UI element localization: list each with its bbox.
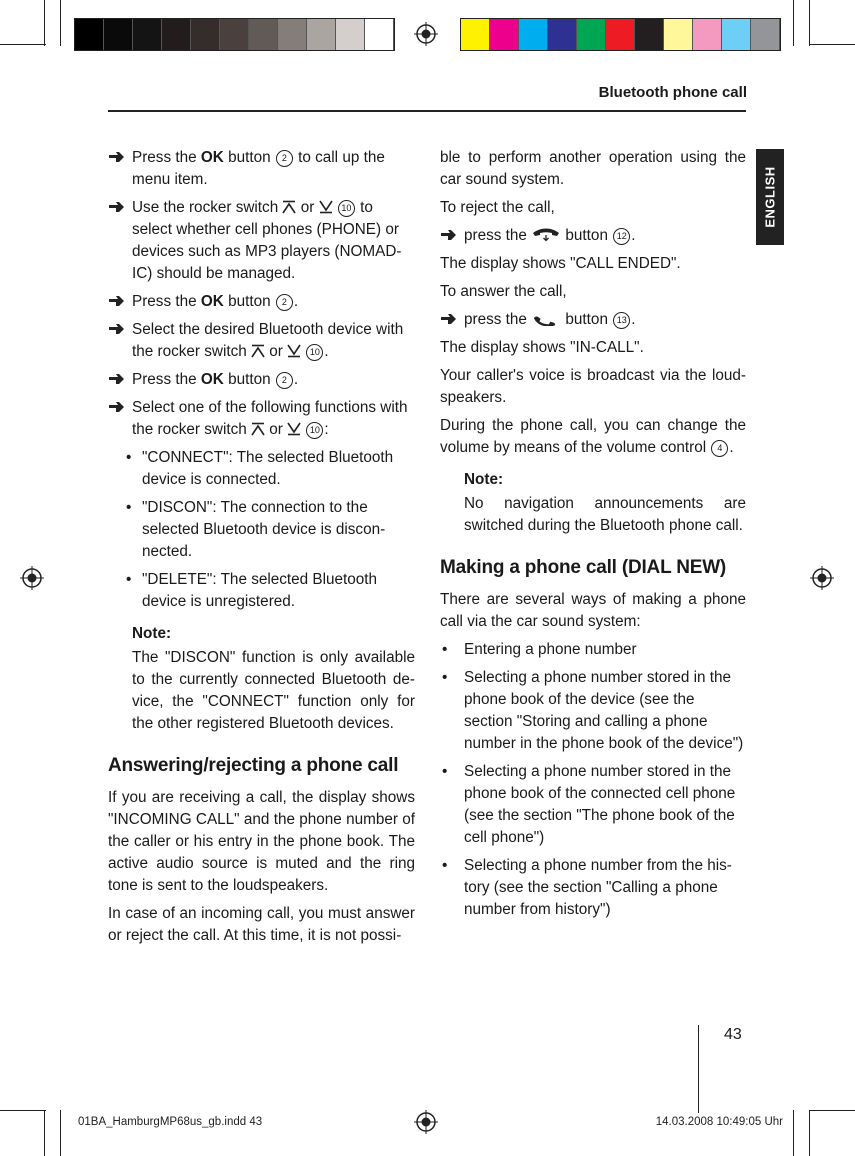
color-swatch [490,19,519,50]
grayscale-bar [74,18,395,51]
button-number: 2 [276,294,293,311]
gray-swatch [104,19,133,50]
color-swatch [606,19,635,50]
function-description: "DISCON": The connection to the selected Bluetooth device is discon-nected. [142,499,386,560]
pointing-hand-icon [108,295,126,307]
step-text: or [265,343,288,360]
crop-mark [809,0,810,46]
instruction-step [108,369,415,391]
note-block [132,623,415,735]
section-heading: Answering/rejecting a phone call [108,755,399,776]
step-text: or [265,421,288,438]
list-item [440,639,746,661]
list-item [440,855,746,921]
color-swatch [577,19,606,50]
paragraph-text: . [729,439,734,456]
gray-swatch [336,19,365,50]
step-text: button [223,371,275,388]
note-block [464,469,746,537]
pointing-hand-icon [108,151,126,163]
registration-mark-icon [810,566,834,590]
step-text: Select the desired Bluetooth device with the rocker switch [132,321,404,360]
rocker-up-icon [282,200,296,214]
bullet-icon: • [442,669,448,686]
registration-mark-icon [20,566,44,590]
button-number: 10 [306,344,323,361]
step-text: . [631,311,636,328]
instruction-step [108,197,415,285]
step-text: Select one of the following functions with the rocker switch [132,399,408,438]
registration-mark-icon [414,1110,438,1134]
color-swatch [519,19,548,50]
header-rule [108,110,746,112]
pointing-hand-icon [108,401,126,413]
bullet-icon: • [442,763,448,780]
step-text: Press the [132,149,201,166]
page-number-rule [698,1025,699,1113]
language-tab [756,149,784,245]
instruction-step [108,319,415,363]
crop-mark [44,0,45,46]
button-number: 13 [613,312,630,329]
step-text: press the [464,227,532,244]
crop-mark [60,0,61,46]
gray-swatch [133,19,162,50]
step-text: button [561,311,613,328]
step-text: button [561,227,613,244]
pointing-hand-icon [108,323,126,335]
rocker-up-icon [251,344,265,358]
step-text: to select whether cell phones (PHONE) or devices such as MP3 players (NOMAD-IC) should be managed. [132,199,402,282]
color-swatch [751,19,780,50]
bullet-icon: • [442,641,448,658]
rocker-down-icon [287,422,301,436]
paragraph [440,415,746,459]
paragraph: ble to perform another operation using the car sound system. [440,149,746,188]
language-tab-label: ENGLISH [762,166,778,228]
color-swatch [722,19,751,50]
button-number: 2 [276,150,293,167]
paragraph: The display shows "IN-CALL". [440,339,644,356]
list-item [124,447,415,491]
step-text: : [324,421,329,438]
step-text: to call up the menu item. [132,149,385,188]
right-column [440,147,746,927]
color-swatch [635,19,664,50]
crop-mark [809,44,855,45]
paragraph: If you are receiving a call, the display shows "INCOMING CALL" and the phone number of the caller or his entry in the phone book. The active audio source is muted and the ring tone is sent to the loudspeakers. [108,789,415,894]
paragraph: In case of an incoming call, you must answer or reject the call. At this time, it is not possi- [108,905,415,944]
note-heading: Note: [464,471,504,488]
option-text: Entering a phone number [464,641,637,658]
rocker-down-icon [287,344,301,358]
step-text: Press the [132,371,201,388]
step-text: button [223,149,275,166]
option-text: Selecting a phone number from the his-tory (see the section "Calling a phone number from history") [464,857,732,918]
instruction-step [108,147,415,191]
function-description: "DELETE": The selected Bluetooth device is unregistered. [142,571,378,610]
step-text: . [631,227,636,244]
list-item [124,569,415,613]
step-text: button [223,293,275,310]
ok-label: OK [200,149,224,166]
button-number: 2 [276,372,293,389]
paragraph: To answer the call, [440,283,567,300]
ok-label: OK [200,293,224,310]
crop-mark [809,1110,810,1156]
page-number: 43 [724,1026,742,1043]
crop-mark [793,0,794,46]
button-number: 10 [338,200,355,217]
pick-up-phone-icon [531,312,561,326]
pointing-hand-icon [440,229,458,241]
registration-mark-icon [414,22,438,46]
button-number: 12 [613,228,630,245]
hang-up-phone-icon [531,228,561,242]
instruction-step [108,397,415,441]
button-number: 10 [306,422,323,439]
color-bar [460,18,781,51]
gray-swatch [162,19,191,50]
pointing-hand-icon [108,201,126,213]
instruction-step [440,309,746,331]
step-text: . [293,293,299,310]
gray-swatch [249,19,278,50]
bullet-icon: • [442,857,448,874]
step-text: or [296,199,319,216]
paragraph: There are several ways of making a phone call via the car sound system: [440,591,746,630]
paragraph: Your caller's voice is broadcast via the loud-speakers. [440,367,746,406]
gray-swatch [191,19,220,50]
note-heading: Note: [132,625,172,642]
crop-mark [0,44,46,45]
rocker-down-icon [319,200,333,214]
gray-swatch [220,19,249,50]
left-column [108,147,415,953]
step-text: Press the [132,293,201,310]
function-description: "CONNECT": The selected Bluetooth device is connected. [142,449,394,488]
gray-swatch [75,19,104,50]
ok-label: OK [200,371,224,388]
footer-filename: 01BA_HamburgMP68us_gb.indd 43 [78,1116,263,1128]
crop-mark [0,1110,46,1111]
gray-swatch [365,19,394,50]
crop-mark [60,1110,61,1156]
pointing-hand-icon [108,373,126,385]
gray-swatch [278,19,307,50]
rocker-up-icon [251,422,265,436]
pointing-hand-icon [440,313,458,325]
paragraph-text: During the phone call, you can change the volume by means of the volume control [440,417,746,456]
paragraph: To reject the call, [440,199,555,216]
button-number: 4 [711,440,728,457]
color-swatch [664,19,693,50]
bullet-icon: • [126,499,132,516]
bullet-icon: • [126,571,132,588]
list-item [440,761,746,849]
footer-timestamp: 14.03.2008 10:49:05 Uhr [655,1116,783,1128]
bullet-icon: • [126,449,132,466]
list-item [440,667,746,755]
note-text: No navigation announcements are switched during the Bluetooth phone call. [464,495,746,534]
crop-mark [809,1110,855,1111]
instruction-step [108,291,415,313]
color-swatch [461,19,490,50]
list-item [124,497,415,563]
crop-mark [44,1110,45,1156]
color-swatch [693,19,722,50]
color-swatch [548,19,577,50]
step-text: . [293,371,299,388]
step-text: . [324,343,329,360]
note-text: The "DISCON" function is only available to the currently connected Bluetooth de-vice, the "CONNECT" function only for the other registered Bluetooth devices. [132,649,415,732]
paragraph: The display shows "CALL ENDED". [440,255,681,272]
step-text: Use the rocker switch [132,199,283,216]
section-heading: Making a phone call (DIAL NEW) [440,557,727,578]
option-text: Selecting a phone number stored in the phone book of the device (see the section "Storing and calling a phone number in the phone book of the device") [464,669,744,752]
gray-swatch [307,19,336,50]
step-text: press the [464,311,532,328]
crop-mark [793,1110,794,1156]
page-header-title: Bluetooth phone call [598,84,747,101]
option-text: Selecting a phone number stored in the phone book of the connected cell phone (see the section "The phone book of the cell phone") [464,763,736,846]
instruction-step [440,225,746,247]
